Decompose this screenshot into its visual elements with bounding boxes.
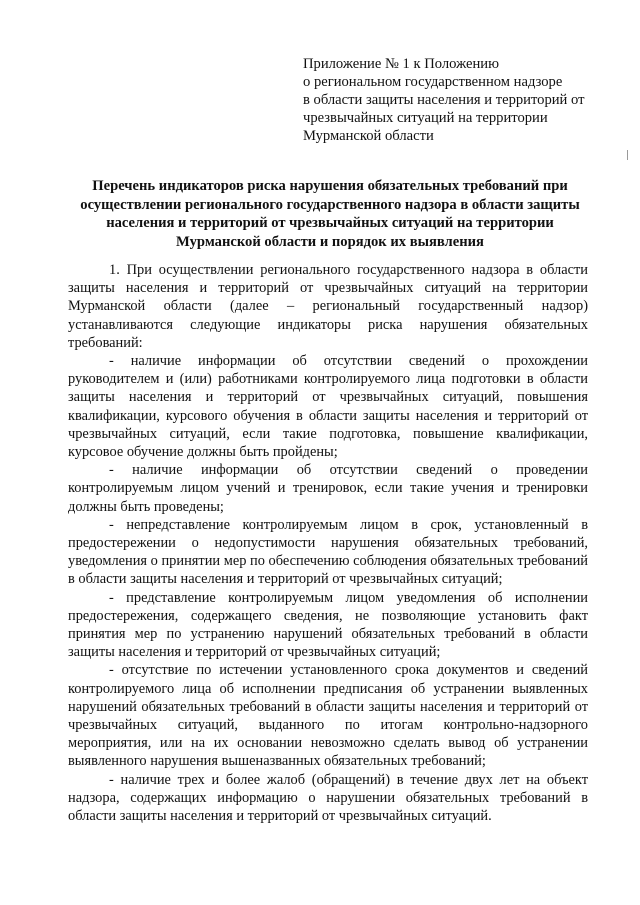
intro-paragraph: 1. При осуществлении регионального государственного надзора в области защиты населения и территорий от чрезвычайных ситуаций на территории Мурманской области (далее – региональный государственный надзор) устанавливаются следующие индикаторы риска нарушения обязательных требований: bbox=[68, 262, 588, 351]
indicator-item: - наличие информации об отсутствии сведений о прохождении руководителем и (или) работниками контролируемого лица подготовки в области защиты населения и территорий от чрезвычайных ситуаций, повышения квалификации, курсового обучения в области защиты населения и территорий от чрезвычайных ситуаций, если такие подготовка, повышение квалификации, курсовое обучение должны быть пройдены; bbox=[68, 353, 588, 461]
document-title bbox=[60, 177, 600, 251]
scan-edge-mark bbox=[627, 150, 628, 160]
title-line: Перечень индикаторов риска нарушения обязательных требований при bbox=[92, 178, 568, 194]
indicator-item: - непредставление контролируемым лицом в срок, установленный в предостережении о недопустимости нарушения обязательных требований, уведомления о принятии мер по обеспечению соблюдения обязательных требований в области защиты населения и территорий от чрезвычайных ситуаций; bbox=[68, 516, 588, 588]
title-line: населения и территорий от чрезвычайных ситуаций на территории bbox=[106, 215, 554, 231]
appendix-line: в области защиты населения и территорий от bbox=[303, 92, 585, 108]
appendix-line: о региональном государственном надзоре bbox=[303, 74, 563, 90]
title-line: осуществлении регионального государственного надзора в области защиты bbox=[80, 196, 580, 213]
appendix-line: Мурманской области bbox=[303, 128, 434, 144]
appendix-line: чрезвычайных ситуаций на территории bbox=[303, 110, 548, 126]
indicator-item: - представление контролируемым лицом уведомления об исполнении предостережения, содержащего сведения, не позволяющие установить факт принятия мер по устранению нарушений обязательных требований в области защиты населения и территорий от чрезвычайных ситуаций; bbox=[68, 589, 588, 661]
indicator-item: - наличие трех и более жалоб (обращений) в течение двух лет на объект надзора, содержащих информацию о нарушении обязательных требований в области защиты населения и территорий от чрезвычайных ситуаций. bbox=[68, 771, 588, 825]
indicator-item: - отсутствие по истечении установленного срока документов и сведений контролируемого лица об исполнении предписания об устранении выявленных нарушений обязательных требований в области защиты населения и территорий от чрезвычайных ситуаций, выданного по итогам контрольно-надзорного мероприятия, или на их основании невозможно сделать вывод об устранении выявленного нарушения вышеназванных обязательных требований; bbox=[68, 662, 588, 770]
appendix-header bbox=[303, 55, 603, 145]
indicator-item: - наличие информации об отсутствии сведений о проведении контролируемым лицом учений и тренировок, если такие учения и тренировки должны быть проведены; bbox=[68, 462, 588, 515]
title-line: Мурманской области и порядок их выявления bbox=[176, 233, 484, 250]
document-body bbox=[68, 261, 588, 825]
appendix-line: Приложение № 1 к Положению bbox=[303, 56, 499, 72]
